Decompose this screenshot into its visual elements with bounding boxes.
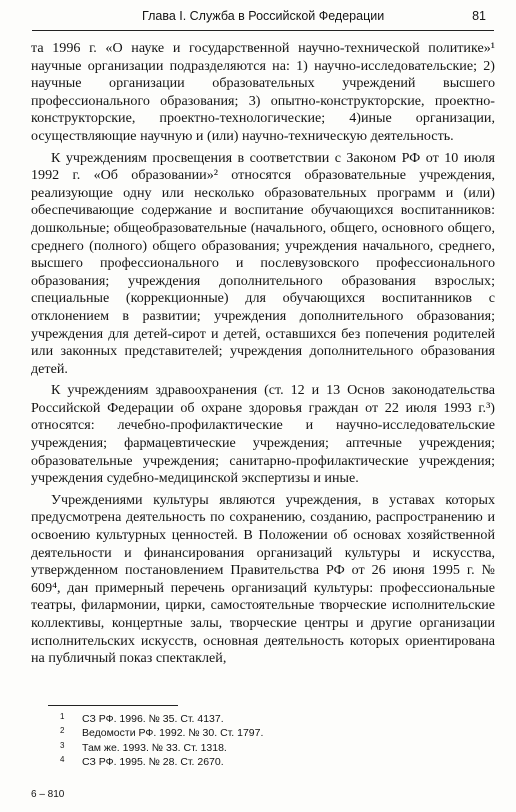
body-text [31,40,495,672]
footnote-text: СЗ РФ. 1995. № 28. Ст. 2670. [82,755,224,768]
printer-signature: 6 – 810 [31,789,65,800]
footnote-mark: 2 [60,726,65,736]
footnote-text: Ведомости РФ. 1992. № 30. Ст. 1797. [82,727,264,740]
footnote-mark: 4 [60,754,65,764]
footnote-mark: 1 [60,712,65,721]
footnote [60,726,263,740]
chapter-title: Глава I. Служба в Российской Федерации [142,9,385,23]
footnote [60,741,263,755]
footnote-text: СЗ РФ. 1996. № 35. Ст. 4137. [82,713,224,725]
footnote [60,755,263,769]
paragraph-healthcare: К учреждениям здравоохранения (ст. 12 и 13 Основ законодательства Российской Федерации об охране здоровья граждан от 22 июля 1993 г.³) относятся: лечебно-профилактические и научно-исследовательские учреждения; фармацевтические учреждения; аптечные учреждения; образовательные учреждения; санитарно-профилактические учреждения; учреждения судебно-медицинской экспертизы и иные. [31,382,495,487]
paragraph-continuation: та 1996 г. «О науке и государственной научно-технической политике»¹ научные организации подразделяются на: 1) научно-исследовательские; 2) научные организации образовательных учреждений высшего профессионального образования; 3) опытно-конструкторские, проектно-конструкторские, проектно-технологические; 4)иные организации, осуществляющие научную и (или) научно-техническую деятельность. [31,40,495,144]
page-number: 81 [472,9,486,23]
footnote [60,712,263,726]
footnote-text: Там же. 1993. № 33. Ст. 1318. [82,741,227,754]
footnotes [60,712,263,769]
running-header [32,8,494,31]
paragraph-culture: Учреждениями культуры являются учреждения, в уставах которых предусмотрена деятельность по сохранению, созданию, распространению и освоению культурных ценностей. В Положении об основах хозяйственной деятельности и финансирования организаций культуры и искусства, утвержденном постановлением Правительства РФ от 26 июня 1995 г. № 609⁴, дан примерный перечень организаций культуры: профессиональные театры, филармонии, цирки, самостоятельные творческие исполнительские коллективы, концертные залы, творческие центры и другие организации исполнительских искусств, основная деятельность которых ориентирована на публичный показ спектаклей, [31,491,495,667]
footnote-separator [48,705,178,706]
paragraph-education: К учреждениям просвещения в соответствии с Законом РФ от 10 июля 1992 г. «Об образовании»² относятся образовательные учреждения, реализующие одну или несколько образовательных программ и (или) обеспечивающие содержание и воспитание обучающихся воспитанников: дошкольные; общеобразовательные (начального, общего, основного общего, среднего (полного) общего образования; учреждения начального, среднего, высшего профессионального и послевузовского профессионального образования; учреждения дополнительного образования взрослых; специальные (коррекционные) для обучающихся воспитанников с отклонением в развитии; учреждения дополнительного образования; учреждения для детей-сирот и детей, оставшихся без попечения родителей или законных представителей; учреждения дополнительного образования детей. [31,149,495,377]
footnote-mark: 3 [60,740,65,750]
